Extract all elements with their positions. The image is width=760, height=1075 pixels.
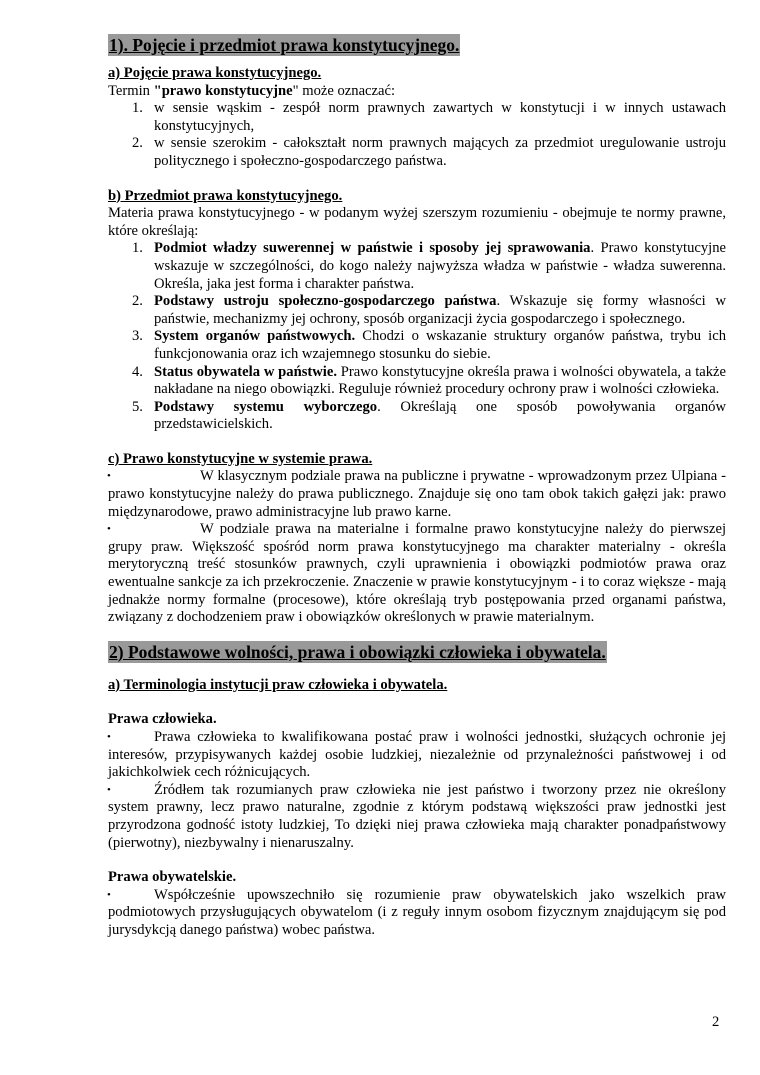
list-item: 3. System organów państwowych. Chodzi o wskazanie struktury organów państwa, trybu ich funkcjonowania oraz ich wzajemnego stosunku do siebie. [132,328,726,362]
citizen-rights-list [108,887,726,940]
section-1c-list [108,468,726,626]
list-item: 2. w sensie szerokim - całokształt norm prawnych mających za przedmiot uregulowanie ustroju politycznego i społeczno-gospodarczego państwa. [132,135,726,169]
spacer [108,852,726,869]
spacer [108,171,726,188]
list-item: 1. w sensie wąskim - zespół norm prawnych zawartych w konstytucji i w innych ustawach konstytucyjnych, [132,100,726,134]
page-number: 2 [712,1014,720,1030]
section-1b-list [108,240,726,434]
spacer [108,694,726,711]
list-item: 4. Status obywatela w państwie. Prawo konstytucyjne określa prawa i wolności obywatela, a także nakładane na niego obowiązki. Reguluje również procedury ochrony praw i wolności człowieka. [132,363,726,398]
human-rights-list [108,729,726,852]
citizen-rights-heading: Prawa obywatelskie. [108,869,237,886]
list-item: 1. Podmiot władzy suwerennej w państwie i sposoby jej sprawowania. Prawo konstytucyjne wskazuje w szczególności, do kogo należy najwyższa władza w państwie - władza suwerenna. Określa, jaka jest forma i charakter państwa. [132,240,726,292]
list-item: • W podziale prawa na materialne i formalne prawo konstytucyjne należy do pierwszej grupy praw. Większość spośród norm prawa konstytucyjnego ma charakter materialny - określa merytoryczną treść stosunków prawnych, czyli uprawnienia i obowiązki podmiotów prawa oraz ewentualne sankcje za ich przekroczenie. Znaczenie w prawie konstytucyjnym - i to coraz większe - mają jednakże normy formalne (procesowe), które określają tryb postępowania przed organami państwa, związany z dochodzeniem praw i obowiązków określonych w prawie materialnym. [107,521,726,626]
bullet-icon: • [107,470,111,483]
document-page [108,34,726,940]
list-item: • W klasycznym podziale prawa na publiczne i prywatne - wprowadzonym przez Ulpiana - prawo konstytucyjne należy do prawa publicznego. Znajduje się ono tam obok takich gałęzi jak: prawo międzynarodowe, prawo administracyjne lub prawo karne. [107,468,726,520]
human-rights-heading: Prawa człowieka. [108,711,217,728]
spacer [108,627,726,641]
section-1a-intro: Termin "prawo konstytucyjne" może oznaczać: [108,82,396,99]
section-1c-heading: c) Prawo konstytucyjne w systemie prawa. [108,450,373,467]
section-1-title-wrap [108,34,726,60]
section-1b-intro: Materia prawa konstytucyjnego - w podanym wyżej szerszym rozumieniu - obejmuje te normy prawne, które określają: [108,205,726,239]
spacer [108,667,726,677]
list-item: • Współcześnie upowszechniło się rozumienie praw obywatelskich jako wszelkich praw podmiotowych przysługujących obywatelom (i z reguły innym osobom fizycznym znajdującym się pod jurysdykcją danego państwa) wobec państwa. [107,886,726,938]
section-1a-list [108,100,726,170]
list-item: 2. Podstawy ustroju społeczno-gospodarczego państwa. Wskazuje się formy własności w państwie, mechanizmy jej ochrony, sposób organizacji życia gospodarczego i społecznego. [132,293,726,327]
section-2a-heading: a) Terminologia instytucji praw człowieka i obywatela. [108,676,448,693]
spacer [108,434,726,451]
section-2-title-wrap [108,641,726,667]
section-1a-heading: a) Pojęcie prawa konstytucyjnego. [108,65,322,81]
bullet-icon: • [107,523,111,536]
bullet-icon: • [107,731,111,743]
bullet-icon: • [107,888,111,901]
section-1b-heading: b) Przedmiot prawa konstytucyjnego. [108,187,343,204]
list-item: • Źródłem tak rozumianych praw człowieka nie jest państwo i tworzony przez nie określony system prawny, lecz prawo naturalne, zgodnie z którym podstawą większości praw jednostki jest przyrodzona godność istoty ludzkiej, To dzięki niej prawa człowieka mają charakter ponadpaństwowy (pierwotny), niezbywalny i nienaruszalny. [107,781,726,851]
section-1-title: 1). Pojęcie i przedmiot prawa konstytucyjnego. [109,35,460,55]
section-2-title: 2) Podstawowe wolności, prawa i obowiązki człowieka i obywatela. [109,641,606,662]
list-item: 5. Podstawy systemu wyborczego. Określają one sposób powoływania organów przedstawicielskich. [132,398,726,433]
bullet-icon: • [107,783,111,796]
list-item: • Prawa człowieka to kwalifikowana postać praw i wolności jednostki, służących ochronie jej interesów, przypisywanych każdej osobie ludzkiej, niezależnie od przynależności państwowej i od jakichkolwiek cech różnicujących. [107,729,726,781]
